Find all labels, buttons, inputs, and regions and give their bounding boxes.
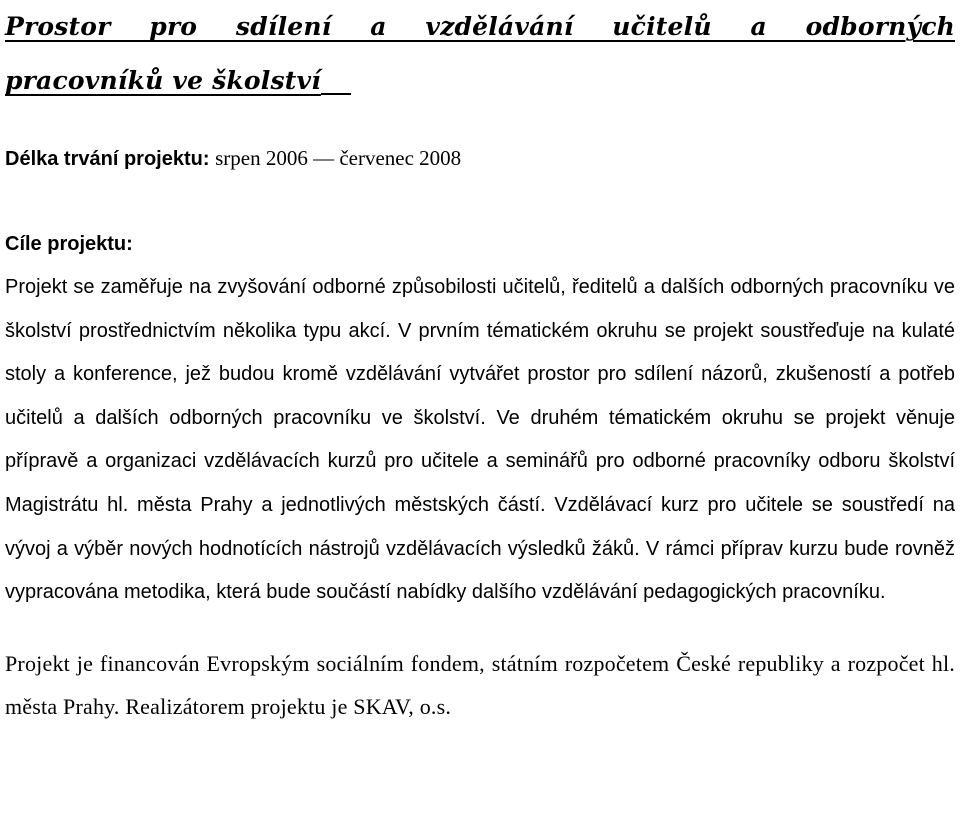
document-title bbox=[5, 0, 955, 108]
title-line-1: Prostor pro sdílení a vzdělávání učitelů a odborných bbox=[5, 12, 955, 41]
duration-label: Délka trvání projektu: bbox=[5, 148, 210, 170]
project-duration bbox=[5, 137, 955, 181]
title-underline-tail bbox=[321, 93, 351, 95]
duration-value: srpen 2006 — červenec 2008 bbox=[215, 146, 462, 170]
goals-paragraph: Projekt se zaměřuje na zvyšování odborné způsobilosti učitelů, ředitelů a dalších odborných pracovníku ve školství prostřednictvím několika typu akcí. V prvním tématickém okruhu se projekt soustřeďuje na kulaté stoly a konference, jež budou kromě vzdělávání vytvářet prostor pro sdílení názorů, zkušeností a potřeb učitelů a dalších odborných pracovníku ve školství. Ve druhém tématickém okruhu se projekt věnuje přípravě a organizaci vzdělávacích kurzů pro učitele a seminářů pro odborné pracovníky odboru školství Magistrátu hl. města Prahy a jednotlivých městských částí. Vzdělávací kurz pro učitele se soustředí na vývoj a výběr nových hodnotících nástrojů vzdělávacích výsledků žáků. V rámci příprav kurzu bude rovněž vypracována metodika, která bude součástí nabídky dalšího vzdělávání pedagogických pracovníku. bbox=[5, 276, 955, 604]
funding-paragraph: Projekt je financován Evropským sociálním fondem, státním rozpočetem České republiky a rozpočet hl. města Prahy. Realizátorem projektu je SKAV, o.s. bbox=[5, 650, 955, 719]
document-page bbox=[5, 0, 955, 750]
goals-heading: Cíle projektu: bbox=[5, 233, 133, 255]
title-line-2: pracovníků ve školství bbox=[5, 66, 321, 95]
